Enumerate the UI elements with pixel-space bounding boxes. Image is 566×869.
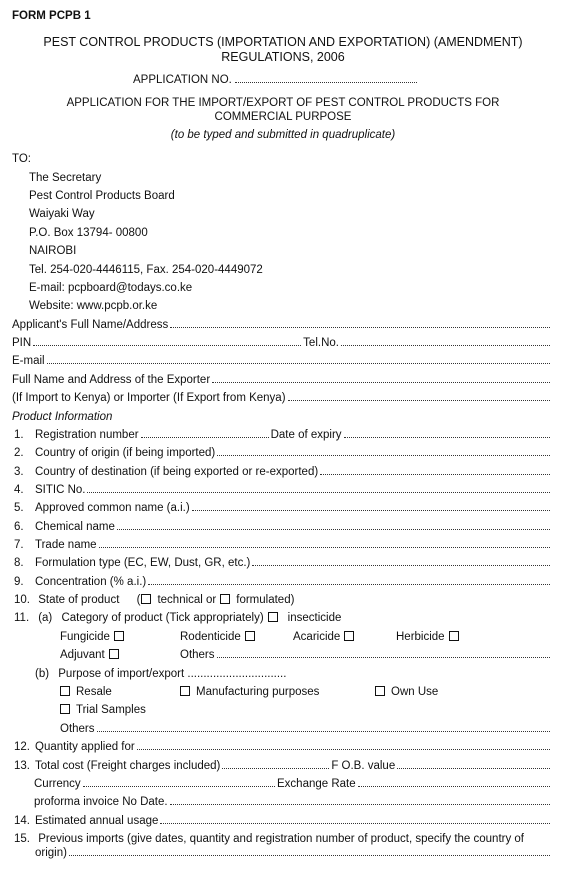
total-cost-field[interactable] — [222, 760, 329, 769]
trial-checkbox[interactable] — [60, 704, 70, 714]
item-previous-imports — [14, 833, 524, 845]
purpose-row — [35, 668, 286, 680]
proforma-field[interactable] — [170, 796, 550, 805]
item-quantity — [14, 741, 552, 753]
pin-row — [12, 337, 552, 349]
acaricide-checkbox[interactable] — [344, 631, 354, 641]
exporter-row — [12, 374, 552, 386]
insecticide-checkbox[interactable] — [268, 612, 278, 622]
adjuvant-checkbox[interactable] — [109, 649, 119, 659]
exchange-rate-label: Exchange Rate — [277, 778, 356, 790]
address-line: The Secretary — [29, 172, 102, 184]
herbicide-option — [396, 631, 465, 643]
acaricide-label: Acaricide — [293, 631, 341, 644]
fob-field[interactable] — [397, 760, 550, 769]
trial-label: Trial Samples — [76, 704, 146, 717]
item-chemical-name — [14, 521, 552, 533]
expiry-label: Date of expiry — [270, 429, 342, 441]
category-others-row — [180, 649, 552, 661]
item-number: 13. — [14, 760, 30, 772]
email-field[interactable] — [47, 355, 550, 364]
quantity-field[interactable] — [137, 741, 550, 750]
address-line: Waiyaki Way — [29, 208, 95, 220]
item-state — [14, 594, 294, 606]
own-use-option — [371, 686, 438, 698]
previous-imports-row — [35, 847, 552, 859]
exporter-label: Full Name and Address of the Exporter — [12, 374, 211, 386]
importer-field[interactable] — [288, 392, 550, 401]
email-label: E-mail — [12, 355, 45, 367]
common-name-field[interactable] — [192, 502, 550, 511]
proforma-label: proforma invoice No Date. — [34, 796, 168, 808]
address-line: P.O. Box 13794- 00800 — [29, 227, 148, 239]
item-label: Approved common name (a.i.) — [35, 502, 190, 514]
product-info-heading: Product Information — [12, 411, 113, 423]
own-use-label: Own Use — [391, 686, 439, 699]
application-no — [133, 74, 420, 86]
technical-checkbox[interactable] — [141, 594, 151, 604]
item-number: 1. — [14, 429, 24, 441]
item-label: SITIC No. — [35, 484, 86, 496]
acaricide-option — [293, 631, 360, 643]
regulation-title: PEST CONTROL PRODUCTS (IMPORTATION AND EXPORTATION) (AMENDMENT) — [43, 35, 523, 49]
item-destination — [14, 466, 552, 478]
item-number: 9. — [14, 576, 24, 588]
importer-label: (If Import to Kenya) or Importer (If Export from Kenya) — [12, 392, 286, 404]
item-label: Total cost (Freight charges included) — [35, 760, 221, 772]
destination-field[interactable] — [320, 466, 550, 475]
expiry-field[interactable] — [344, 429, 550, 438]
applicant-name-field[interactable] — [170, 319, 550, 328]
item-number: 5. — [14, 502, 24, 514]
submission-note: (to be typed and submitted in quadruplicate) — [170, 129, 396, 141]
currency-label: Currency — [34, 778, 81, 790]
category-sub-label: (a) — [38, 612, 53, 625]
category-others-label: Others — [180, 649, 215, 661]
item-number: 4. — [14, 484, 24, 496]
item-number: 8. — [14, 557, 24, 569]
item-sitic — [14, 484, 552, 496]
rodenticide-checkbox[interactable] — [245, 631, 255, 641]
manufacturing-checkbox[interactable] — [180, 686, 190, 696]
item-number: 7. — [14, 539, 24, 551]
applicant-name-row — [12, 319, 552, 331]
concentration-field[interactable] — [148, 576, 550, 585]
application-title-2: COMMERCIAL PURPOSE — [214, 111, 352, 123]
item-number: 12. — [14, 741, 30, 753]
item-number: 2. — [14, 447, 24, 459]
purpose-others-row — [60, 723, 552, 735]
manufacturing-label: Manufacturing purposes — [196, 686, 320, 699]
sitic-field[interactable] — [87, 484, 550, 493]
item-number: 14. — [14, 815, 30, 827]
item-number: 10. — [14, 594, 30, 607]
form-id: FORM PCPB 1 — [12, 10, 91, 22]
currency-row — [34, 778, 552, 790]
item-label: Country of origin (if being imported) — [35, 447, 216, 459]
fungicide-checkbox[interactable] — [114, 631, 124, 641]
fungicide-option — [60, 631, 130, 643]
origin-field[interactable] — [217, 447, 550, 456]
address-line: Tel. 254-020-4446115, Fax. 254-020-4449072 — [29, 264, 263, 276]
state-open-paren: ( — [136, 594, 141, 607]
application-no-label: APPLICATION NO. — [133, 74, 232, 86]
formulation-field[interactable] — [252, 557, 550, 566]
applicant-name-label: Applicant's Full Name/Address — [12, 319, 169, 331]
item-registration — [14, 429, 552, 441]
purpose-others-label: Others — [60, 723, 95, 735]
item-concentration — [14, 576, 552, 588]
rodenticide-label: Rodenticide — [180, 631, 241, 644]
item-label: Formulation type (EC, EW, Dust, GR, etc.) — [35, 557, 251, 569]
item-label: Registration number — [35, 429, 139, 441]
item-label: Estimated annual usage — [35, 815, 159, 827]
trial-option — [56, 704, 146, 716]
item-label: Quantity applied for — [35, 741, 135, 753]
adjuvant-option — [60, 649, 125, 661]
previous-imports-field[interactable] — [69, 847, 550, 856]
item-annual-usage — [14, 815, 552, 827]
pin-label: PIN — [12, 337, 32, 349]
item-label: Country of destination (if being exported or re-exported) — [35, 466, 319, 478]
item-label: Concentration (% a.i.) — [35, 576, 147, 588]
exchange-rate-field[interactable] — [358, 778, 550, 787]
exporter-field[interactable] — [212, 374, 550, 383]
purpose-others-field[interactable] — [97, 723, 550, 732]
rodenticide-option — [180, 631, 261, 643]
item-formulation — [14, 557, 552, 569]
fungicide-label: Fungicide — [60, 631, 110, 644]
currency-field[interactable] — [83, 778, 275, 787]
importer-row — [12, 392, 552, 404]
item-number: 11. — [14, 612, 30, 625]
technical-label: technical or — [157, 594, 217, 607]
proforma-row — [34, 796, 552, 808]
address-line: Website: www.pcpb.or.ke — [29, 300, 158, 312]
category-others-field[interactable] — [217, 649, 550, 658]
tel-field[interactable] — [341, 337, 550, 346]
item-label: Previous imports (give dates, quantity and registration number of product, specify the country of — [38, 833, 525, 845]
pin-field[interactable] — [33, 337, 301, 346]
category-label: Category of product (Tick appropriately) — [61, 612, 264, 625]
item-total-cost — [14, 760, 552, 772]
purpose-sub-label: (b) — [35, 668, 50, 680]
resale-option — [56, 686, 112, 698]
tel-label: Tel.No. — [303, 337, 339, 349]
regulation-subtitle: REGULATIONS, 2006 — [221, 50, 345, 64]
item-label: Chemical name — [35, 521, 115, 533]
previous-imports-origin-label: origin) — [35, 847, 67, 859]
item-number: 6. — [14, 521, 24, 533]
chemical-name-field[interactable] — [117, 521, 550, 530]
herbicide-checkbox[interactable] — [449, 631, 459, 641]
item-common-name — [14, 502, 552, 514]
address-line: NAIROBI — [29, 245, 77, 257]
insecticide-label: insecticide — [287, 612, 342, 625]
formulated-checkbox[interactable] — [220, 594, 230, 604]
own-use-checkbox[interactable] — [375, 686, 385, 696]
address-line: E-mail: pcpboard@todays.co.ke — [29, 282, 193, 294]
item-label: Trade name — [35, 539, 97, 551]
email-row — [12, 355, 552, 367]
adjuvant-label: Adjuvant — [60, 649, 105, 662]
address-line: Pest Control Products Board — [29, 190, 175, 202]
item-number: 15. — [14, 833, 30, 845]
application-no-field[interactable] — [235, 74, 417, 83]
annual-usage-field[interactable] — [160, 815, 550, 824]
item-category — [14, 612, 341, 624]
item-number: 3. — [14, 466, 24, 478]
purpose-dots[interactable]: ............................... — [187, 668, 287, 680]
trade-name-field[interactable] — [99, 539, 550, 548]
item-origin — [14, 447, 552, 459]
herbicide-label: Herbicide — [396, 631, 445, 644]
formulated-label: formulated) — [236, 594, 295, 607]
manufacturing-option — [176, 686, 319, 698]
to-label: TO: — [12, 153, 31, 165]
resale-label: Resale — [76, 686, 112, 699]
resale-checkbox[interactable] — [60, 686, 70, 696]
item-label: State of product — [38, 594, 120, 607]
application-title-1: APPLICATION FOR THE IMPORT/EXPORT OF PEST CONTROL PRODUCTS FOR — [66, 97, 500, 109]
fob-label: F O.B. value — [331, 760, 396, 772]
item-trade-name — [14, 539, 552, 551]
purpose-label: Purpose of import/export — [58, 668, 185, 680]
registration-field[interactable] — [141, 429, 269, 438]
